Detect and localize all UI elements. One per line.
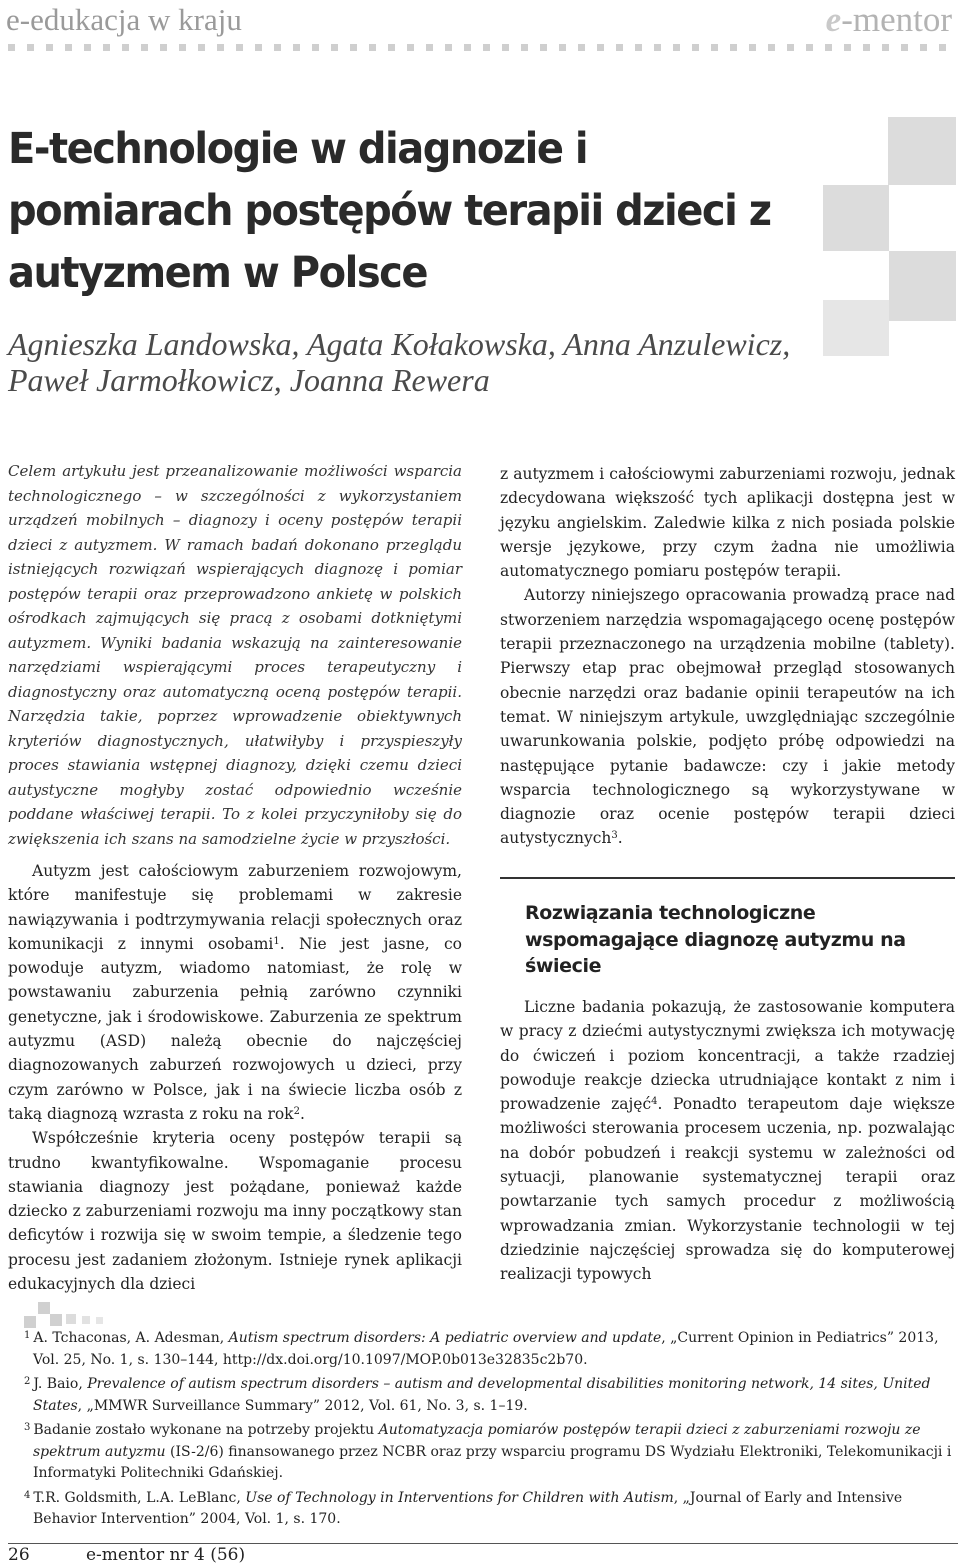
article-authors: Agnieszka Landowska, Agata Kołakowska, Anna Anzulewicz, Paweł Jarmołkowicz, Joanna Rewera bbox=[8, 326, 791, 398]
right-column-section-body bbox=[500, 995, 955, 1287]
decorative-square bbox=[888, 117, 956, 185]
footnote: $^2$ J. Baio, Prevalence of autism spectrum disorders – autism and developmental disabilities monitoring network, 14 sites, United States, „MMWR Surveillance Summary” 2012, Vol. 61, No. 3, s. 1–19. bbox=[24, 1376, 931, 1414]
footnote: $^3$ Badanie zostało wykonane na potrzeby projektu Automatyzacja pomiarów postępów terapii dzieci z zaburzeniami rozwoju ze spektrum autyzmu (IS-2/6) finansowanego przez NCBR oraz przy wsparciu programu DS Wydziału Elektroniki, Telekomunikacji i Informatyki Politechniki Gdańskiej. bbox=[24, 1422, 952, 1481]
page-number: 26 bbox=[8, 1545, 30, 1565]
body-paragraph: z autyzmem i całościowymi zaburzeniami rozwoju, jednak zdecydowana większość tych aplikacji dostępna jest w języku angielskim. Zaledwie kilka z nich posiada polskie wersje językowe, przy czym żadna nie umożliwia automatycznego pomiaru postępów terapii. bbox=[500, 465, 955, 581]
page-footer bbox=[8, 1545, 608, 1565]
section-header: e-edukacja w kraju bbox=[6, 2, 242, 37]
left-column-body bbox=[8, 859, 462, 1296]
body-paragraph: Autyzm jest całościowym zaburzeniem rozwojowym, które manifestuje się problemami w zakresie nawiązywania i podtrzymywania relacji społecznych oraz komunikacji z innymi osobami$^1$. Nie jest jasne, co powoduje autyzm, wiadomo natomiast, że rolę w powstawaniu zaburzenia pełnią zarówno czynniki genetyczne, jak i środowiskowe. Zaburzenia ze spektrum autyzmu (ASD) należą obecnie do najczęściej diagnozowanych zaburzeń rozwojowych u dzieci, przy czym zarówno w Polsce, jak i na świecie liczba osób z taką diagnozą wzrasta z roku na rok$^2$. bbox=[8, 862, 463, 1123]
body-paragraph: Liczne badania pokazują, że zastosowanie komputera w pracy z dziećmi autystycznymi zwiększa ich motywację do ćwiczeń i poziom koncentracji, a także rzadziej powoduje reakcje dziecka utrudniające kontakt z nim i prowadzenie zajęć$^4$. Ponadto terapeutom daje większe możliwości sterowania procesem uczenia, np. pozwalając na dobór pobudzeń i reakcji systemu w zależności od sytuacji, planowanie systematycznej terapii oraz powtarzanie tych samych procedur z możliwością wprowadzania zmian. Wykorzystanie technologii w tej dziedzinie najczęściej sprowadza się do komputerowej realizacji typowych bbox=[500, 998, 955, 1284]
decorative-square bbox=[823, 185, 889, 251]
header-dotted-rule bbox=[8, 44, 956, 51]
body-paragraph: Współcześnie kryteria oceny postępów terapii są trudno kwantyfikowalne. Wspomaganie procesu stawiania diagnozy jest pożądane, ponieważ każde dziecko z zaburzeniami rozwoju ma inny początkowy stan deficytów i rozwija się w swoim tempie, a śledzenie tego procesu jest zadaniem złożonym. Istnieje rynek aplikacji edukacyjnych dla dzieci bbox=[8, 1129, 462, 1294]
right-column-body bbox=[500, 462, 955, 851]
brand-logo-e: e bbox=[825, 0, 842, 39]
section-divider bbox=[500, 877, 955, 879]
footnote-ref: 3 bbox=[611, 830, 618, 842]
footnote-ref: 4 bbox=[651, 1096, 658, 1108]
footnote: $^4$ T.R. Goldsmith, L.A. LeBlanc, Use of Technology in Interventions for Children with Autism, „Journal of Early and Intensive Behavior Intervention” 2004, Vol. 1, s. 170. bbox=[24, 1489, 903, 1527]
footnote-ref: 1 bbox=[273, 935, 280, 947]
brand-logo bbox=[826, 0, 952, 40]
body-paragraph: Autorzy niniejszego opracowania prowadzą prace nad stworzeniem narzędzia wspomagającego ocenę postępów terapii przeznaczonego na urządzenia mobilne (tablety). Pierwszy etap prac obejmował przegląd stosowanych obecnie narzędzi oraz badanie opinii terapeutów na ich temat. W niniejszym artykule, uwzględniając szczególnie uwarunkowania polskie, podjęto próbę odpowiedzi na następujące pytanie badawcze: czy i jakie metody wsparcia technologicznego są wykorzystywane w diagnozie oraz ocenie postępów terapii dzieci autystycznych$^3$. bbox=[500, 586, 955, 848]
footnote-ref: 2 bbox=[293, 1105, 300, 1117]
journal-issue: e-mentor nr 4 (56) bbox=[86, 1545, 246, 1565]
footnotes bbox=[24, 1325, 957, 1531]
article-title: E-technologie w diagnozie i pomiarach postępów terapii dzieci z autyzmem w Polsce bbox=[8, 124, 771, 298]
section-heading: Rozwiązania technologiczne wspomagające diagnozę autyzmu na świecie bbox=[525, 902, 906, 977]
brand-logo-text: -mentor bbox=[841, 0, 952, 39]
footer-divider bbox=[8, 1543, 958, 1544]
footnote: $^1$ A. Tchaconas, A. Adesman, Autism spectrum disorders: A pediatric overview and update, „Current Opinion in Pediatrics” 2013, Vol. 25, No. 1, s. 130–144, http://dx.doi.org/10.1097/MOP.0b013e32835c2b70. bbox=[24, 1330, 939, 1368]
article-abstract: Celem artykułu jest przeanalizowanie możliwości wsparcia technologicznego – w szczególności z wykorzystaniem urządzeń mobilnych – diagnozy i oceny postępów terapii dzieci z autyzmem. W ramach badań dokonano przeglądu istniejących rozwiązań wspierających diagnozę i pomiar postępów terapii oraz przeprowadzono ankietę w polskich ośrodkach zajmujących się pracą z osobami dotkniętymi autyzmem. Wyniki badania wskazują na zainteresowanie narzędziami wspierającymi proces terapeutyczny i diagnostyczny oraz automatyczną oceną postępów terapii. Narzędzia takie, poprzez wprowadzenie obiektywnych kryteriów diagnostycznych, ułatwiłyby i przyspieszyły proces stawiania wstępnej diagnozy, dzięki czemu dzieci autystyczne mogłyby zostać odpowiednio wcześnie poddane właściwej terapii. To z kolei przyczyniłoby się do zwiększenia ich szans na samodzielne życie w przyszłości. bbox=[8, 462, 462, 848]
decorative-square bbox=[889, 251, 956, 321]
